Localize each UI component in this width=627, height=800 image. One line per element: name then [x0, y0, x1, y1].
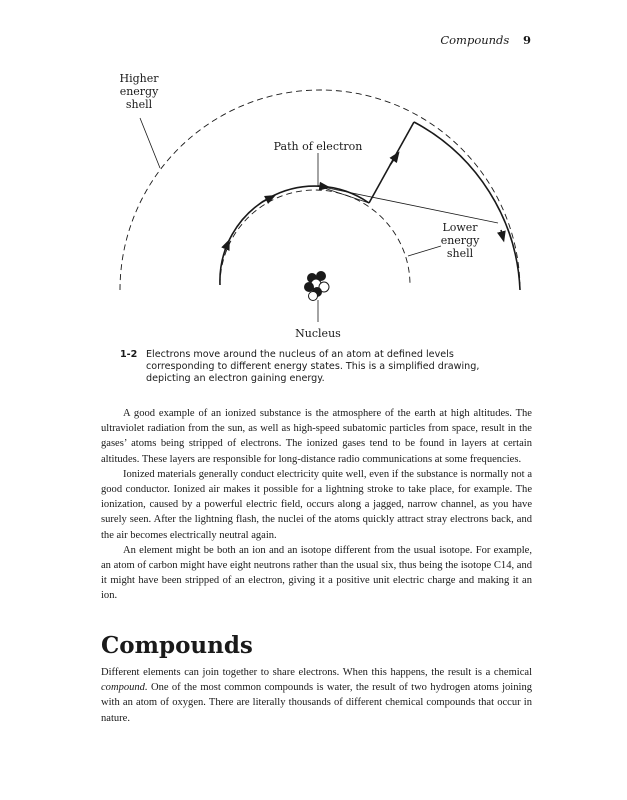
body-text [101, 406, 532, 604]
label-lower-2: energy [440, 234, 480, 247]
caption-text: Electrons move around the nucleus of an atom at defined levels corresponding to different energy states. This is a simplified drawing, depicting an electron gaining energy. [146, 349, 480, 384]
section-body [101, 665, 532, 726]
label-nucleus: Nucleus [295, 327, 341, 340]
section-text-1: Different elements can join together to share electrons. When this happens, the result is a chemical [101, 667, 532, 678]
arrow-1 [225, 243, 228, 250]
figure-caption [120, 349, 520, 385]
paragraph: Ionized materials generally conduct electricity quite well, even if the substance is normally not a good conductor. Ionized air makes it possible for a lightning stroke to take place, for example. The ionization, caused by a powerful electric field, occurs along a jagged, narrow channel, as you have surely seen. After the lightning flash, the nuclei of the atoms quickly attract stray electrons back, and the air becomes electrically neutral again. [101, 468, 532, 541]
electron-path-lower [220, 186, 369, 285]
running-header [440, 33, 531, 47]
leader-path-2 [318, 186, 498, 223]
label-higher-1: Higher [119, 72, 159, 85]
section-heading: Compounds [101, 632, 253, 659]
section-term: compound. [101, 682, 148, 694]
paragraph: An element might be both an ion and an isotope different from the usual isotope. For example, an atom of carbon might have eight neutrons rather than the usual six, thus being the isotope C14, and it might have been stripped of an electron, giving it a positive unit electric charge and making it an ion. [101, 544, 532, 602]
figure-number: 1-2 [120, 349, 138, 360]
paragraph: A good example of an ionized substance is the atmosphere of the earth at high altitudes. The ultraviolet radiation from the sun, as well as high-speed subatomic particles from space, result in the gases’ atoms being stripped of electrons. The ionized gases tend to be found in layers at certain altitudes. These layers are responsible for long-distance radio communications at some frequencies. [101, 408, 532, 465]
label-lower-3: shell [446, 247, 474, 260]
section-paragraph [101, 665, 532, 726]
label-higher-2: energy [119, 85, 159, 98]
electron-path-higher [414, 122, 520, 290]
leader-lower [408, 246, 441, 256]
atom-diagram [0, 60, 627, 350]
nucleus-graphic [304, 271, 329, 301]
label-path-of-electron: Path of electron [273, 140, 363, 153]
leader-path-1 [318, 186, 369, 203]
arrow-4 [390, 155, 397, 165]
label-lower-1: Lower [442, 221, 478, 234]
running-header-title: Compounds [440, 33, 510, 47]
leader-higher [140, 118, 160, 168]
arrow-5 [501, 230, 503, 238]
label-higher-3: shell [125, 98, 153, 111]
section-text-2: One of the most common compounds is water, the result of two hydrogen atoms joining with an atom of oxygen. There are literally thousands of different chemical compounds that occur in nature. [101, 682, 532, 724]
lower-energy-shell [220, 190, 410, 285]
page-number: 9 [522, 33, 531, 47]
